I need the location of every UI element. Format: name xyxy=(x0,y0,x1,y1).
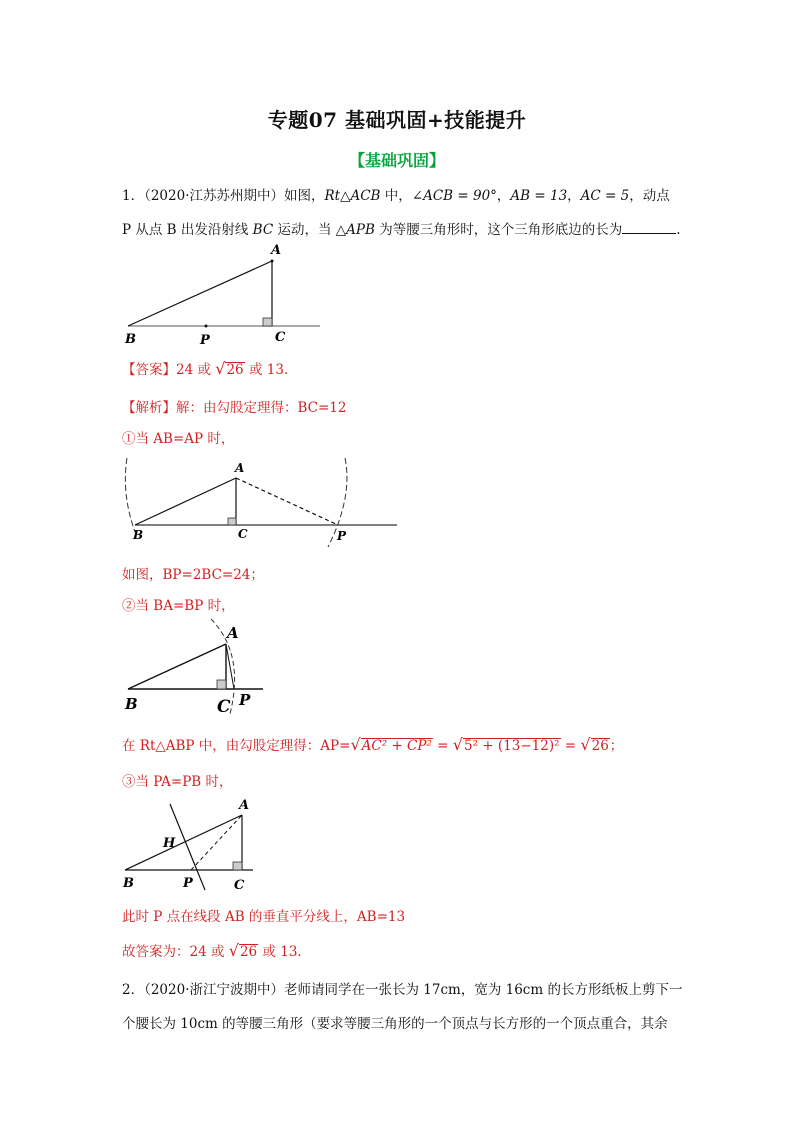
section-heading: 【基础巩固】 xyxy=(348,151,445,170)
answer-text: 24 或 xyxy=(176,362,216,378)
final-text: 或 13. xyxy=(258,944,302,960)
case-2-heading: ②当 BA=BP 时， xyxy=(122,598,235,614)
q1-prefix: 1．（2020·江苏苏州期中）如图， xyxy=(122,188,325,204)
case2-radicand: AC² + CP² xyxy=(361,738,432,754)
figure-2 xyxy=(115,452,405,552)
case2-radicand: 5² + (13−12)² xyxy=(463,738,560,754)
analysis-label: 【解析】 xyxy=(122,400,176,416)
case-2-note: 在 Rt△ABP 中，由勾股定理得：AP=√AC² + CP² = √5² + (13−12)² = √26； xyxy=(122,735,624,754)
question-2-line-1: 2．（2020·浙江宁波期中）老师请同学在一张长为 17cm，宽为 16cm 的长方形纸板上剪下一 xyxy=(122,982,683,998)
label-a: A xyxy=(271,243,282,258)
question-1-line-1 xyxy=(122,184,670,204)
q1-angle: ∠ACB = 90° xyxy=(411,188,497,204)
answer-line: 【答案】24 或 √26 或 13. xyxy=(122,359,289,378)
label-a: A xyxy=(235,461,245,475)
label-b: B xyxy=(123,876,134,891)
label-b: B xyxy=(133,528,144,542)
case2-end: ； xyxy=(609,738,624,754)
case-3-heading: ③当 PA=PB 时， xyxy=(122,774,233,790)
answer-radicand: 26 xyxy=(226,362,244,378)
case-3-note: 此时 P 点在线段 AB 的垂直平分线上，AB=13 xyxy=(122,909,406,925)
answer-blank xyxy=(622,221,676,234)
label-h: H xyxy=(163,836,176,851)
question-2-line-2: 个腰长为 10cm 的等腰三角形（要求等腰三角形的一个顶点与长方形的一个顶点重合，其余 xyxy=(122,1016,668,1032)
q1-mid: 中， xyxy=(380,188,412,204)
q1-rt: Rt△ACB xyxy=(324,188,381,204)
label-p: P xyxy=(183,876,193,891)
label-a: A xyxy=(239,798,250,813)
label-c: C xyxy=(275,330,286,345)
analysis-line xyxy=(122,396,347,416)
label-c: C xyxy=(217,697,231,717)
case-1-note: 如图，BP=2BC=24； xyxy=(122,567,264,583)
label-c: C xyxy=(234,878,245,893)
label-p: P xyxy=(337,529,347,543)
final-radicand: 26 xyxy=(239,944,258,960)
answer-label: 【答案】 xyxy=(122,362,176,378)
figure-4 xyxy=(115,792,265,897)
q1-line2d: . xyxy=(676,222,681,238)
q1-ac: AC = 5 xyxy=(580,188,630,204)
figure-3 xyxy=(115,614,275,719)
figure-1 xyxy=(115,240,335,350)
label-b: B xyxy=(125,695,138,713)
q1-tri: △APB xyxy=(335,222,375,238)
final-text: 故答案为：24 或 xyxy=(122,944,229,960)
final-answer-line: 故答案为：24 或 √26 或 13. xyxy=(122,941,302,960)
q1-sep: ， xyxy=(567,188,581,204)
case2-note-text: 在 Rt△ABP 中，由勾股定理得：AP= xyxy=(122,738,351,754)
case2-radicand: 26 xyxy=(591,738,609,754)
q1-line2c: 为等腰三角形时，这个三角形底边的长为 xyxy=(374,222,623,238)
label-p: P xyxy=(239,691,251,709)
answer-text: 或 13. xyxy=(244,362,289,378)
label-a: A xyxy=(227,624,239,642)
q1-line2a: P 从点 B 出发沿射线 xyxy=(122,222,253,238)
question-1-line-2 xyxy=(122,218,681,238)
case2-eq: = xyxy=(560,738,581,754)
q1-line2b: 运动，当 xyxy=(273,222,336,238)
label-b: B xyxy=(125,332,136,347)
label-p: P xyxy=(200,333,210,348)
q1-sep: ， xyxy=(496,188,511,204)
case2-eq: = xyxy=(432,738,453,754)
analysis-text: 解：由勾股定理得：BC=12 xyxy=(176,400,347,416)
q1-bc: BC xyxy=(252,222,274,238)
case-1-heading: ①当 AB=AP 时， xyxy=(122,431,235,447)
q1-tail: ，动点 xyxy=(629,188,670,204)
page-title: 专题07 基础巩固+技能提升 xyxy=(267,108,527,132)
label-c: C xyxy=(238,527,248,541)
q1-ab: AB = 13 xyxy=(510,188,568,204)
